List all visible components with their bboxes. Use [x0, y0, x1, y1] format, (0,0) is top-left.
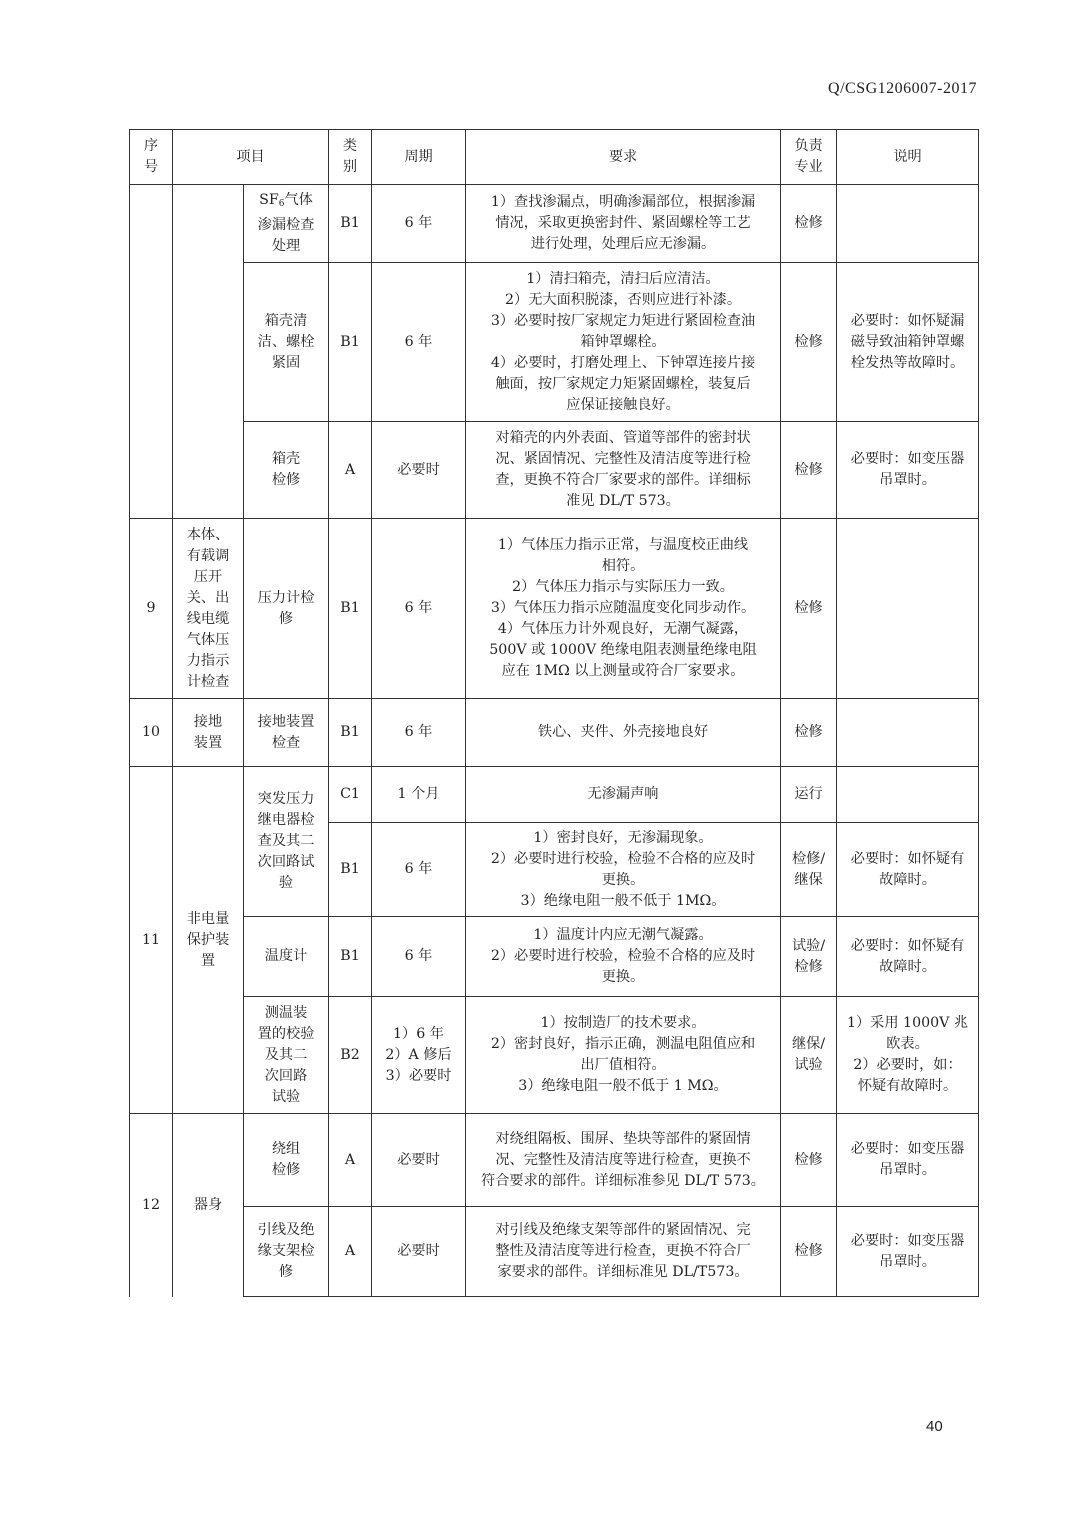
note-cell: 必要时：如怀疑有 故障时。 [837, 917, 979, 997]
period-cell: 6 年 [372, 823, 466, 917]
responsible-cell: 检修 [781, 699, 837, 767]
subitem-cell: 引线及绝 缘支架检 修 [244, 1207, 329, 1297]
period-cell: 6 年 [372, 699, 466, 767]
table-row [130, 1114, 979, 1207]
responsible-cell: 检修 [781, 422, 837, 519]
table-row [130, 263, 979, 422]
item-cell: 本体、 有载调 压开 关、出 线电缆 气体压 力指示 计检查 [173, 519, 244, 699]
class-cell: B1 [329, 519, 372, 699]
class-cell: B1 [329, 185, 372, 263]
table-row [130, 997, 979, 1114]
item-cell [173, 185, 244, 519]
period-cell: 6 年 [372, 519, 466, 699]
period-cell: 必要时 [372, 422, 466, 519]
note-cell [837, 767, 979, 823]
table-row [130, 699, 979, 767]
seq-cell: 12 [130, 1114, 173, 1297]
subitem-cell: 测温装 置的校验 及其二 次回路 试验 [244, 997, 329, 1114]
note-cell: 必要时：如怀疑有 故障时。 [837, 823, 979, 917]
responsible-cell: 检修 [781, 519, 837, 699]
requirement-cell: 无渗漏声响 [466, 767, 781, 823]
table-row [130, 519, 979, 699]
page-number: 40 [926, 1418, 943, 1435]
class-cell: A [329, 1114, 372, 1207]
table-row [130, 917, 979, 997]
subitem-cell: 绕组 检修 [244, 1114, 329, 1207]
note-cell: 必要时：如变压器 吊罩时。 [837, 1207, 979, 1297]
requirement-cell: 1）气体压力指示正常，与温度校正曲线 相符。 2）气体压力指示与实际压力一致。 3）气体压力指示应随温度变化同步动作。 4）气体压力计外观良好，无潮气凝露， 500V 或 1000V 绝缘电阻表测量绝缘电阻 应在 1MΩ 以上测量或符合厂家要求。 [466, 519, 781, 699]
seq-cell [130, 185, 173, 519]
note-cell: 必要时：如变压器 吊罩时。 [837, 422, 979, 519]
period-cell: 必要时 [372, 1207, 466, 1297]
class-cell: B1 [329, 263, 372, 422]
requirement-cell: 对绕组隔板、围屏、垫块等部件的紧固情 况、完整性及清洁度等进行检查，更换不 符合要求的部件。详细标准参见 DL/T 573。 [466, 1114, 781, 1207]
requirement-cell: 铁心、夹件、外壳接地良好 [466, 699, 781, 767]
requirement-cell: 1）按制造厂的技术要求。 2）密封良好，指示正确，测温电阻值应和 出厂值相符。 3）绝缘电阻一般不低于 1 MΩ。 [466, 997, 781, 1114]
requirement-cell: 1）清扫箱壳，清扫后应清洁。 2）无大面积脱漆，否则应进行补漆。 3）必要时按厂家规定力矩进行紧固检查油 箱钟罩螺栓。 4）必要时，打磨处理上、下钟罩连接片接 触面，按厂家规定力矩紧固螺栓，装复后 应保证接触良好。 [466, 263, 781, 422]
responsible-cell: 检修 [781, 1114, 837, 1207]
seq-cell: 10 [130, 699, 173, 767]
subitem-cell: 温度计 [244, 917, 329, 997]
requirement-cell: 1）温度计内应无潮气凝露。 2）必要时进行校验，检验不合格的应及时 更换。 [466, 917, 781, 997]
class-cell: B1 [329, 699, 372, 767]
period-cell: 1 个月 [372, 767, 466, 823]
table-row [130, 1207, 979, 1297]
requirement-cell: 1）查找渗漏点，明确渗漏部位，根据渗漏 情况，采取更换密封件、紧固螺栓等工艺 进行处理，处理后应无渗漏。 [466, 185, 781, 263]
responsible-cell: 试验/ 检修 [781, 917, 837, 997]
note-cell: 必要时：如变压器 吊罩时。 [837, 1114, 979, 1207]
header-class: 类 别 [329, 130, 372, 185]
table-row [130, 422, 979, 519]
item-cell: 器身 [173, 1114, 244, 1297]
note-cell [837, 519, 979, 699]
responsible-cell: 运行 [781, 767, 837, 823]
period-cell: 1）6 年 2）A 修后 3）必要时 [372, 997, 466, 1114]
table-row [130, 185, 979, 263]
item-cell: 非电量 保护装 置 [173, 767, 244, 1114]
responsible-cell: 检修 [781, 1207, 837, 1297]
header-seq: 序 号 [130, 130, 173, 185]
responsible-cell: 检修 [781, 263, 837, 422]
note-cell [837, 699, 979, 767]
document-code: Q/CSG1206007-2017 [828, 80, 977, 97]
seq-cell: 9 [130, 519, 173, 699]
class-cell: B1 [329, 823, 372, 917]
header-note: 说明 [837, 130, 979, 185]
table-row [130, 767, 979, 823]
maintenance-table [129, 129, 979, 1297]
responsible-cell: 检修/ 继保 [781, 823, 837, 917]
requirement-cell: 对箱壳的内外表面、管道等部件的密封状 况、紧固情况、完整性及清洁度等进行检 查，更换不符合厂家要求的部件。详细标 准见 DL/T 573。 [466, 422, 781, 519]
header-responsible: 负责 专业 [781, 130, 837, 185]
period-cell: 必要时 [372, 1114, 466, 1207]
subitem-cell: 压力计检 修 [244, 519, 329, 699]
subitem-cell: 突发压力 继电器检 查及其二 次回路试 验 [244, 767, 329, 917]
class-cell: A [329, 422, 372, 519]
requirement-cell: 1）密封良好，无渗漏现象。 2）必要时进行校验，检验不合格的应及时 更换。 3）绝缘电阻一般不低于 1MΩ。 [466, 823, 781, 917]
header-requirement: 要求 [466, 130, 781, 185]
period-cell: 6 年 [372, 185, 466, 263]
header-item: 项目 [173, 130, 329, 185]
seq-cell: 11 [130, 767, 173, 1114]
requirement-cell: 对引线及绝缘支架等部件的紧固情况、完 整性及清洁度等进行检查，更换不符合厂 家要求的部件。详细标准见 DL/T573。 [466, 1207, 781, 1297]
responsible-cell: 检修 [781, 185, 837, 263]
subitem-cell: 箱壳清 洁、螺栓 紧固 [244, 263, 329, 422]
header-period: 周期 [372, 130, 466, 185]
subitem-cell: 箱壳 检修 [244, 422, 329, 519]
period-cell: 6 年 [372, 917, 466, 997]
note-cell: 必要时：如怀疑漏 磁导致油箱钟罩螺 栓发热等故障时。 [837, 263, 979, 422]
note-cell: 1）采用 1000V 兆 欧表。 2）必要时，如： 怀疑有故障时。 [837, 997, 979, 1114]
period-cell: 6 年 [372, 263, 466, 422]
class-cell: A [329, 1207, 372, 1297]
table-header-row [130, 130, 979, 185]
class-cell: B2 [329, 997, 372, 1114]
subitem-cell: 接地装置 检查 [244, 699, 329, 767]
class-cell: B1 [329, 917, 372, 997]
note-cell [837, 185, 979, 263]
class-cell: C1 [329, 767, 372, 823]
item-cell: 接地 装置 [173, 699, 244, 767]
responsible-cell: 继保/ 试验 [781, 997, 837, 1114]
subitem-cell: $SF_6$气体 渗漏检查 处理 [244, 185, 329, 263]
